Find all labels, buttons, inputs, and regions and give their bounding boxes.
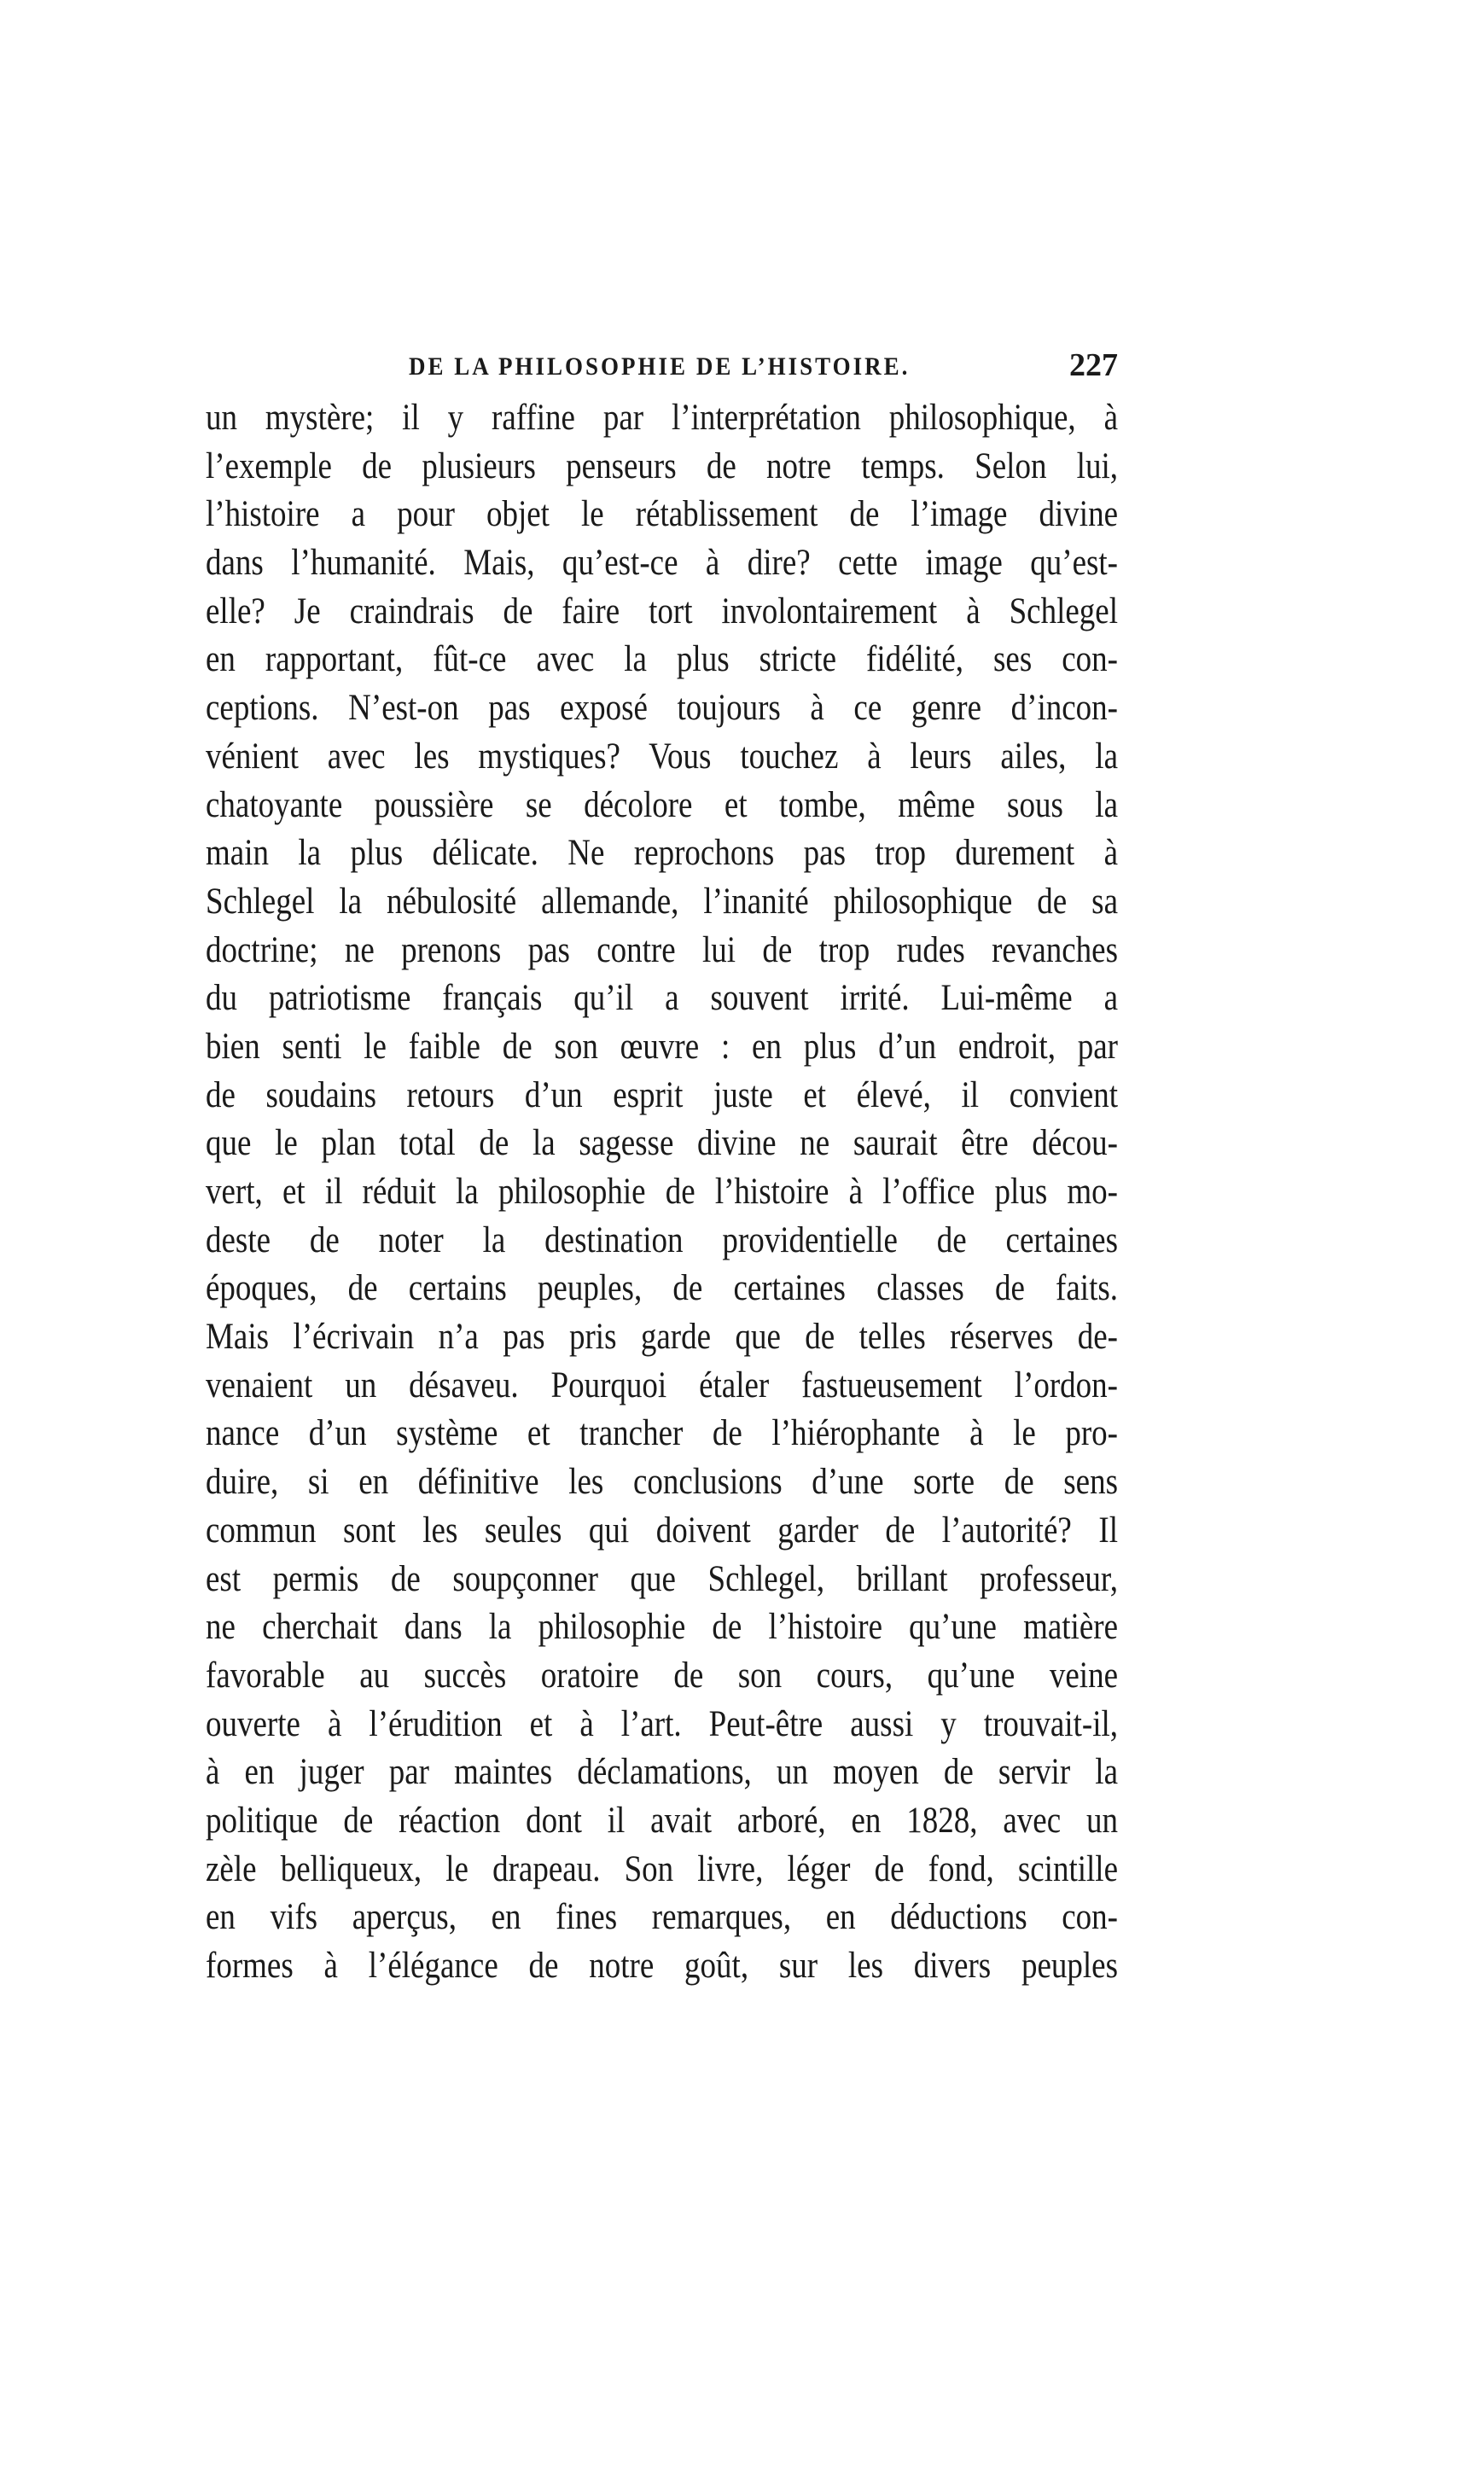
text-line: commun sont les seules qui doivent garder de l’autorité? Il [206,1509,1118,1551]
text-line: à en juger par maintes déclamations, un moyen de servir la [206,1751,1118,1793]
text-line: doctrine; ne prenons pas contre lui de trop rudes revanches [206,928,1118,971]
text-line: en vifs aperçus, en fines remarques, en déductions con- [206,1896,1118,1938]
text-line: est permis de soupçonner que Schlegel, brillant professeur, [206,1557,1118,1600]
text-line: zèle belliqueux, le drapeau. Son livre, léger de fond, scintille [206,1848,1118,1890]
text-line: l’exemple de plusieurs penseurs de notre temps. Selon lui, [206,445,1118,487]
text-line: elle? Je craindrais de faire tort involontairement à Schlegel [206,590,1118,632]
text-line: un mystère; il y raffine par l’interprétation philosophique, à [206,397,1118,439]
text-line: de soudains retours d’un esprit juste et élevé, il convient [206,1074,1118,1116]
text-line: que le plan total de la sagesse divine ne saurait être décou- [206,1122,1118,1164]
text-line: ne cherchait dans la philosophie de l’histoire qu’une matière [206,1606,1118,1648]
text-line: nance d’un système et trancher de l’hiérophante à le pro- [206,1412,1118,1454]
text-line: politique de réaction dont il avait arboré, en 1828, avec un [206,1800,1118,1842]
text-line: bien senti le faible de son œuvre : en plus d’un endroit, par [206,1026,1118,1068]
text-line: en rapportant, fût-ce avec la plus stricte fidélité, ses con- [206,638,1118,680]
body-text [206,394,1118,1991]
text-line: favorable au succès oratoire de son cours, qu’une veine [206,1655,1118,1696]
running-title: DE LA PHILOSOPHIE DE L’HISTOIRE. [409,352,911,381]
text-line: venaient un désaveu. Pourquoi étaler fastueusement l’ordon- [206,1364,1118,1406]
text-line: vert, et il réduit la philosophie de l’histoire à l’office plus mo- [206,1171,1118,1213]
text-line: ceptions. N’est-on pas exposé toujours à ce genre d’incon- [206,687,1118,729]
text-line: Mais l’écrivain n’a pas pris garde que de telles réserves de- [206,1316,1118,1358]
text-line: vénient avec les mystiques? Vous touchez à leurs ailes, la [206,735,1118,777]
text-line: dans l’humanité. Mais, qu’est-ce à dire? cette image qu’est- [206,542,1118,584]
running-header [206,348,1118,386]
text-line: époques, de certains peuples, de certaines classes de faits. [206,1267,1118,1309]
text-line: ouverte à l’érudition et à l’art. Peut-être aussi y trouvait-il, [206,1702,1118,1745]
text-line: main la plus délicate. Ne reprochons pas trop durement à [206,832,1118,874]
text-line: formes à l’élégance de notre goût, sur les divers peuples [206,1945,1118,1987]
text-line: deste de noter la destination providentielle de certaines [206,1219,1118,1261]
text-line: du patriotisme français qu’il a souvent irrité. Lui-même a [206,977,1118,1019]
text-line: l’histoire a pour objet le rétablissement de l’image divine [206,493,1118,535]
page-number: 227 [1069,347,1118,383]
text-line: duire, si en définitive les conclusions d’une sorte de sens [206,1461,1118,1503]
text-line: chatoyante poussière se décolore et tombe, même sous la [206,783,1118,826]
text-line: Schlegel la nébulosité allemande, l’inanité philosophique de sa [206,881,1118,922]
